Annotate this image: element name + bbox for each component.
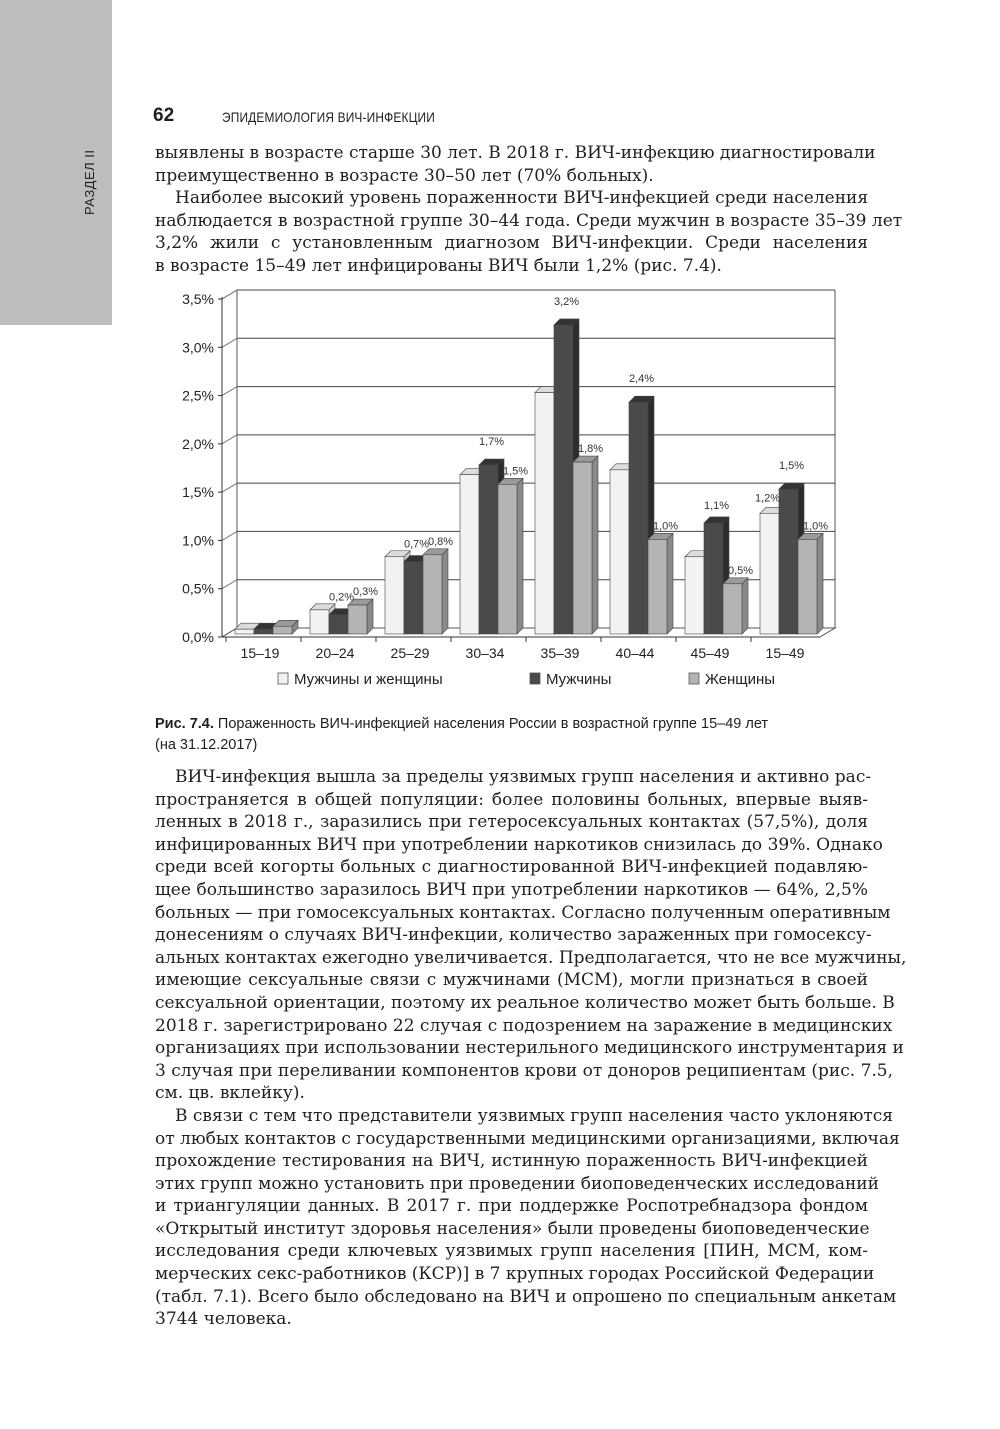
text-line: ленных в 2018 г., заразились при гетеросексуальных контактах (57,5%), доля (155, 812, 868, 833)
text-line: 2018 г. зарегистрировано 22 случая с подозрением на заражение в медицинских (155, 1015, 893, 1036)
text-line: организациях при использовании нестерильного медицинского инструментария и (155, 1038, 904, 1059)
bar-side (517, 478, 523, 634)
bar-0 (535, 393, 554, 634)
grid-diagonal (222, 338, 237, 347)
bar-1 (779, 489, 798, 634)
caption-date: (на 31.12.2017) (155, 737, 258, 753)
text-line: мерческих секс-работников (КСР)] в 7 крупных городах Российской Федерации (155, 1264, 875, 1285)
bar-0 (460, 475, 479, 634)
bar-2 (723, 584, 742, 634)
figure-caption (155, 714, 868, 756)
y-tick-label: 0,5% (182, 580, 214, 597)
text-line: альных контактах ежегодно увеличивается. Предполагается, что не все мужчины, (155, 947, 907, 968)
text-line: в возрасте 15–49 лет инфицированы ВИЧ были 1,2% (рис. 7.4). (155, 255, 722, 276)
text-line: сексуальной ориентации, поэтому их реальное количество может быть больше. В (155, 992, 895, 1013)
bar-1 (554, 325, 573, 634)
bar-side (817, 533, 823, 634)
data-label: 0,7% (403, 538, 430, 551)
legend-swatch-2 (689, 673, 699, 684)
bar-1 (404, 562, 423, 634)
data-label: 1,0% (652, 520, 679, 533)
bar-2 (798, 539, 817, 634)
bar-side (742, 578, 748, 634)
bar-1 (329, 615, 348, 634)
x-tick-label: 30–34 (465, 645, 505, 661)
y-tick-label: 0,0% (182, 629, 214, 645)
text-line: (табл. 7.1). Всего было обследовано на ВИЧ и опрошено по специальным анкетам (155, 1286, 897, 1307)
data-label: 1,1% (703, 499, 730, 512)
data-label: 3,2% (553, 295, 580, 308)
x-tick-label: 15–19 (240, 645, 280, 661)
caption-label: Рис. 7.4. (155, 716, 214, 732)
bar-0 (235, 629, 254, 634)
bar-chart (160, 285, 850, 695)
text-line: этих групп можно установить при проведении биоповеденческих исследований (155, 1173, 879, 1194)
data-label: 0,8% (427, 535, 454, 548)
bar-1 (254, 629, 273, 634)
text-line: донесениям о случаях ВИЧ-инфекции, количество зараженных при гомосексу- (155, 925, 872, 946)
x-tick-label: 40–44 (615, 645, 655, 661)
text-line: больных — при гомосексуальных контактах. Согласно полученным оперативным (155, 902, 891, 923)
legend-swatch-0 (278, 673, 288, 684)
data-label: 1,7% (478, 436, 505, 448)
text-line: пространяется в общей популяции: более половины больных, впервые выяв- (155, 789, 868, 810)
text-line: щее большинство заразилось ВИЧ при употреблении наркотиков — 64%, 2,5% (155, 879, 868, 900)
y-tick-label: 3,0% (182, 339, 214, 356)
bar-1 (479, 465, 498, 634)
x-tick-label: 20–24 (315, 645, 355, 661)
text-line: ВИЧ-инфекция вышла за пределы уязвимых групп населения и активно рас- (175, 767, 872, 787)
bar-0 (310, 610, 329, 634)
grid-diagonal (222, 483, 237, 492)
grid-diagonal (222, 531, 237, 540)
data-label: 1,8% (577, 443, 604, 456)
grid-diagonal (222, 435, 237, 444)
text-line: наблюдается в возрастной группе 30–44 года. Среди мужчин в возрасте 35–39 лет (155, 210, 903, 231)
y-tick-label: 2,5% (182, 387, 214, 404)
bar-2 (498, 484, 517, 634)
y-tick-label: 1,0% (182, 532, 214, 549)
y-tick-label: 3,5% (182, 291, 214, 307)
grid-diagonal (222, 580, 237, 589)
text-line: «Открытый институт здоровья населения» были проведены биоповеденческие (155, 1218, 870, 1239)
bar-0 (385, 557, 404, 634)
x-tick-label: 25–29 (390, 645, 430, 661)
legend-label: Женщины (705, 671, 776, 688)
text-line: 3744 человека. (155, 1309, 292, 1330)
text-line: см. цв. вклейку). (155, 1083, 305, 1104)
text-line: преимущественно в возрасте 30–50 лет (70% больных). (155, 165, 654, 186)
data-label: 1,2% (754, 492, 781, 505)
y-tick-label: 2,0% (182, 435, 214, 452)
page-number: 62 (153, 105, 175, 126)
bar-side (592, 456, 598, 634)
bar-0 (760, 513, 779, 634)
text-line: исследования среди ключевых уязвимых групп населения [ПИН, МСМ, ком- (155, 1241, 868, 1262)
x-tick-label: 45–49 (690, 645, 730, 661)
text-line: имеющие сексуальные связи с мужчинами (МСМ), могли признаться в своей (155, 970, 868, 991)
text-line: Наиболее высокий уровень пораженности ВИЧ-инфекцией среди населения (175, 188, 869, 209)
data-label: 1,5% (502, 465, 529, 478)
body-text-top (155, 142, 903, 278)
text-line: от любых контактов с государственными медицинскими организациями, включая (155, 1128, 900, 1149)
bar-0 (685, 557, 704, 634)
bar-2 (648, 539, 667, 634)
legend-label: Мужчины и женщины (294, 671, 443, 688)
y-tick-label: 1,5% (182, 484, 214, 501)
text-line: выявлены в возрасте старше 30 лет. В 2018 г. ВИЧ-инфекцию диагностировали (155, 143, 876, 163)
grid-diagonal (222, 387, 237, 396)
data-label: 1,0% (802, 520, 829, 533)
data-label: 1,5% (778, 460, 805, 473)
x-tick-label: 15–49 (765, 645, 805, 661)
bar-1 (704, 523, 723, 634)
data-label: 0,2% (328, 591, 355, 604)
text-line: прохождение тестирования на ВИЧ, истинную пораженность ВИЧ-инфекцией (155, 1151, 868, 1172)
data-label: 0,5% (727, 564, 754, 577)
body-text-bottom (155, 766, 907, 1331)
text-line: 3 случая при переливании компонентов крови от доноров реципиентам (рис. 7.5, (155, 1060, 894, 1081)
legend-swatch-1 (530, 673, 540, 684)
bar-2 (273, 626, 292, 634)
text-line: В связи с тем что представители уязвимых групп населения часто уклоняются (175, 1105, 894, 1126)
bar-2 (573, 462, 592, 634)
running-title: ЭПИДЕМИОЛОГИЯ ВИЧ-ИНФЕКЦИИ (222, 109, 435, 125)
bar-side (442, 549, 448, 634)
x-tick-label: 35–39 (540, 645, 580, 661)
section-label: РАЗДЕЛ II (82, 149, 97, 215)
bar-2 (348, 605, 367, 634)
data-label: 0,3% (352, 586, 379, 599)
text-line: 3,2% жили с установленным диагнозом ВИЧ-инфекции. Среди населения (155, 233, 868, 254)
bar-1 (629, 402, 648, 634)
bar-2 (423, 555, 442, 634)
bar-0 (610, 470, 629, 634)
grid-diagonal (222, 290, 237, 299)
caption-text: Пораженность ВИЧ-инфекцией населения России в возрастной группе 15–49 лет (213, 716, 769, 732)
data-label: 2,4% (628, 373, 655, 386)
text-line: и триангуляции данных. В 2017 г. при поддержке Роспотребнадзора фондом (155, 1196, 868, 1217)
text-line: среди всей когорты больных с диагностированной ВИЧ-инфекцией подавляю- (155, 857, 868, 878)
legend-label: Мужчины (546, 671, 612, 688)
bar-side (667, 533, 673, 634)
text-line: инфицированных ВИЧ при употреблении наркотиков снизилась до 39%. Однако (155, 834, 883, 855)
